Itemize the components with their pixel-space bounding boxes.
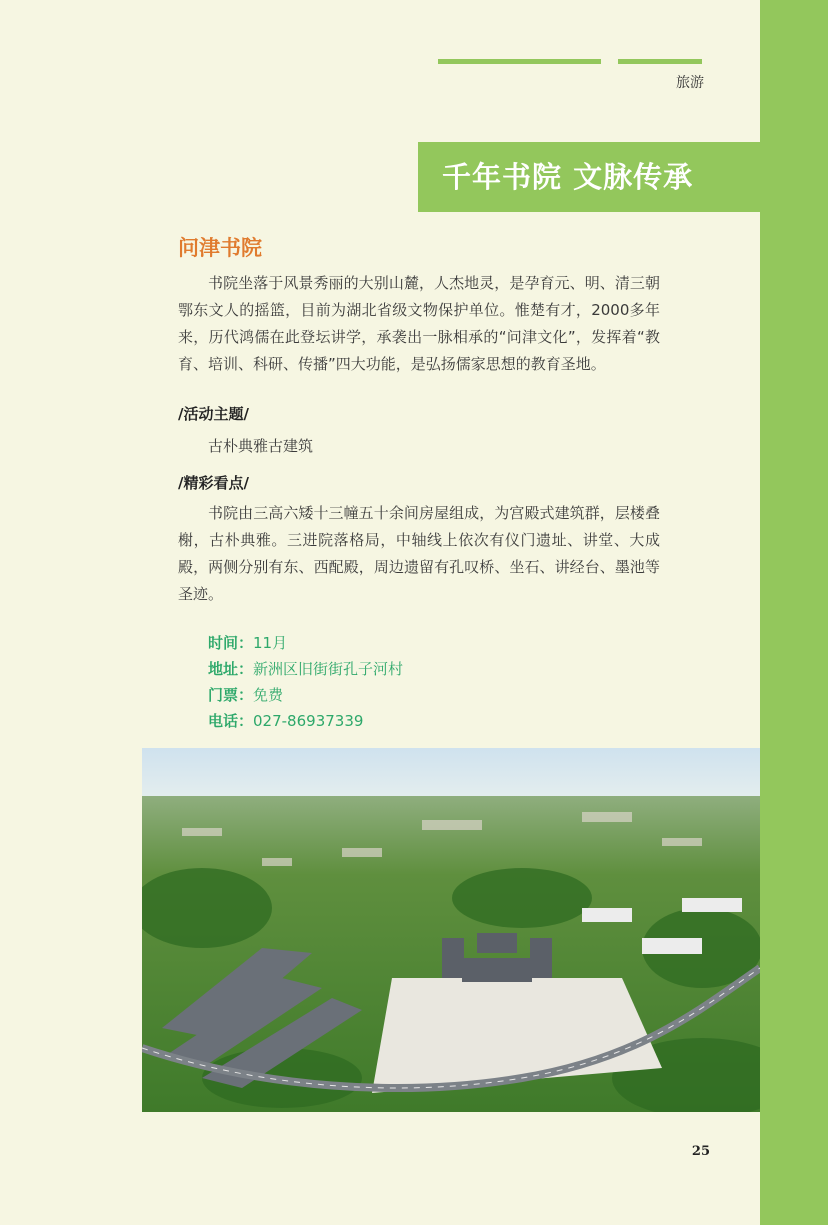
highlights-heading: /精彩看点/ <box>178 474 249 492</box>
side-color-bar <box>760 0 828 1225</box>
info-time-value: 11月 <box>253 634 288 652</box>
theme-value: 古朴典雅古建筑 <box>208 437 314 455</box>
info-address-label: 地址： <box>208 660 254 678</box>
info-address-value: 新洲区旧街街孔子河村 <box>253 660 404 678</box>
theme-heading: /活动主题/ <box>178 405 249 423</box>
info-time-label: 时间： <box>208 634 254 652</box>
info-phone <box>208 708 403 734</box>
info-phone-value: 027-86937339 <box>253 712 364 730</box>
header-rule-right <box>618 59 702 64</box>
info-time <box>208 630 403 656</box>
highlights-paragraph: 书院由三高六矮十三幢五十余间房屋组成，为宫殿式建筑群，层楼叠榭，古朴典雅。三进院落格局，中轴线上依次有仪门遗址、讲堂、大成殿，两侧分别有东、西配殿，周边遗留有孔叹桥、坐石、讲经台、墨池等圣迹。 <box>178 504 660 603</box>
aerial-photo <box>142 748 760 1112</box>
article-title: 问津书院 <box>178 235 262 260</box>
info-ticket-value: 免费 <box>253 686 284 704</box>
info-ticket <box>208 682 403 708</box>
info-ticket-label: 门票： <box>208 686 254 704</box>
visitor-info <box>208 630 403 734</box>
section-label: 旅游 <box>676 75 704 91</box>
info-phone-label: 电话： <box>208 712 254 730</box>
info-address <box>208 656 403 682</box>
intro-paragraph: 书院坐落于风景秀丽的大别山麓，人杰地灵，是孕育元、明、清三朝鄂东文人的摇篮，目前为湖北省级文物保护单位。惟楚有才，2000多年来，历代鸿儒在此登坛讲学，承袭出一脉相承的“问津文化”，发挥着“教育、培训、科研、传播”四大功能，是弘扬儒家思想的教育圣地。 <box>178 274 660 373</box>
feature-banner: 千年书院 文脉传承 <box>418 142 760 212</box>
header-rule-left <box>438 59 601 64</box>
page-number: 25 <box>691 1144 710 1159</box>
